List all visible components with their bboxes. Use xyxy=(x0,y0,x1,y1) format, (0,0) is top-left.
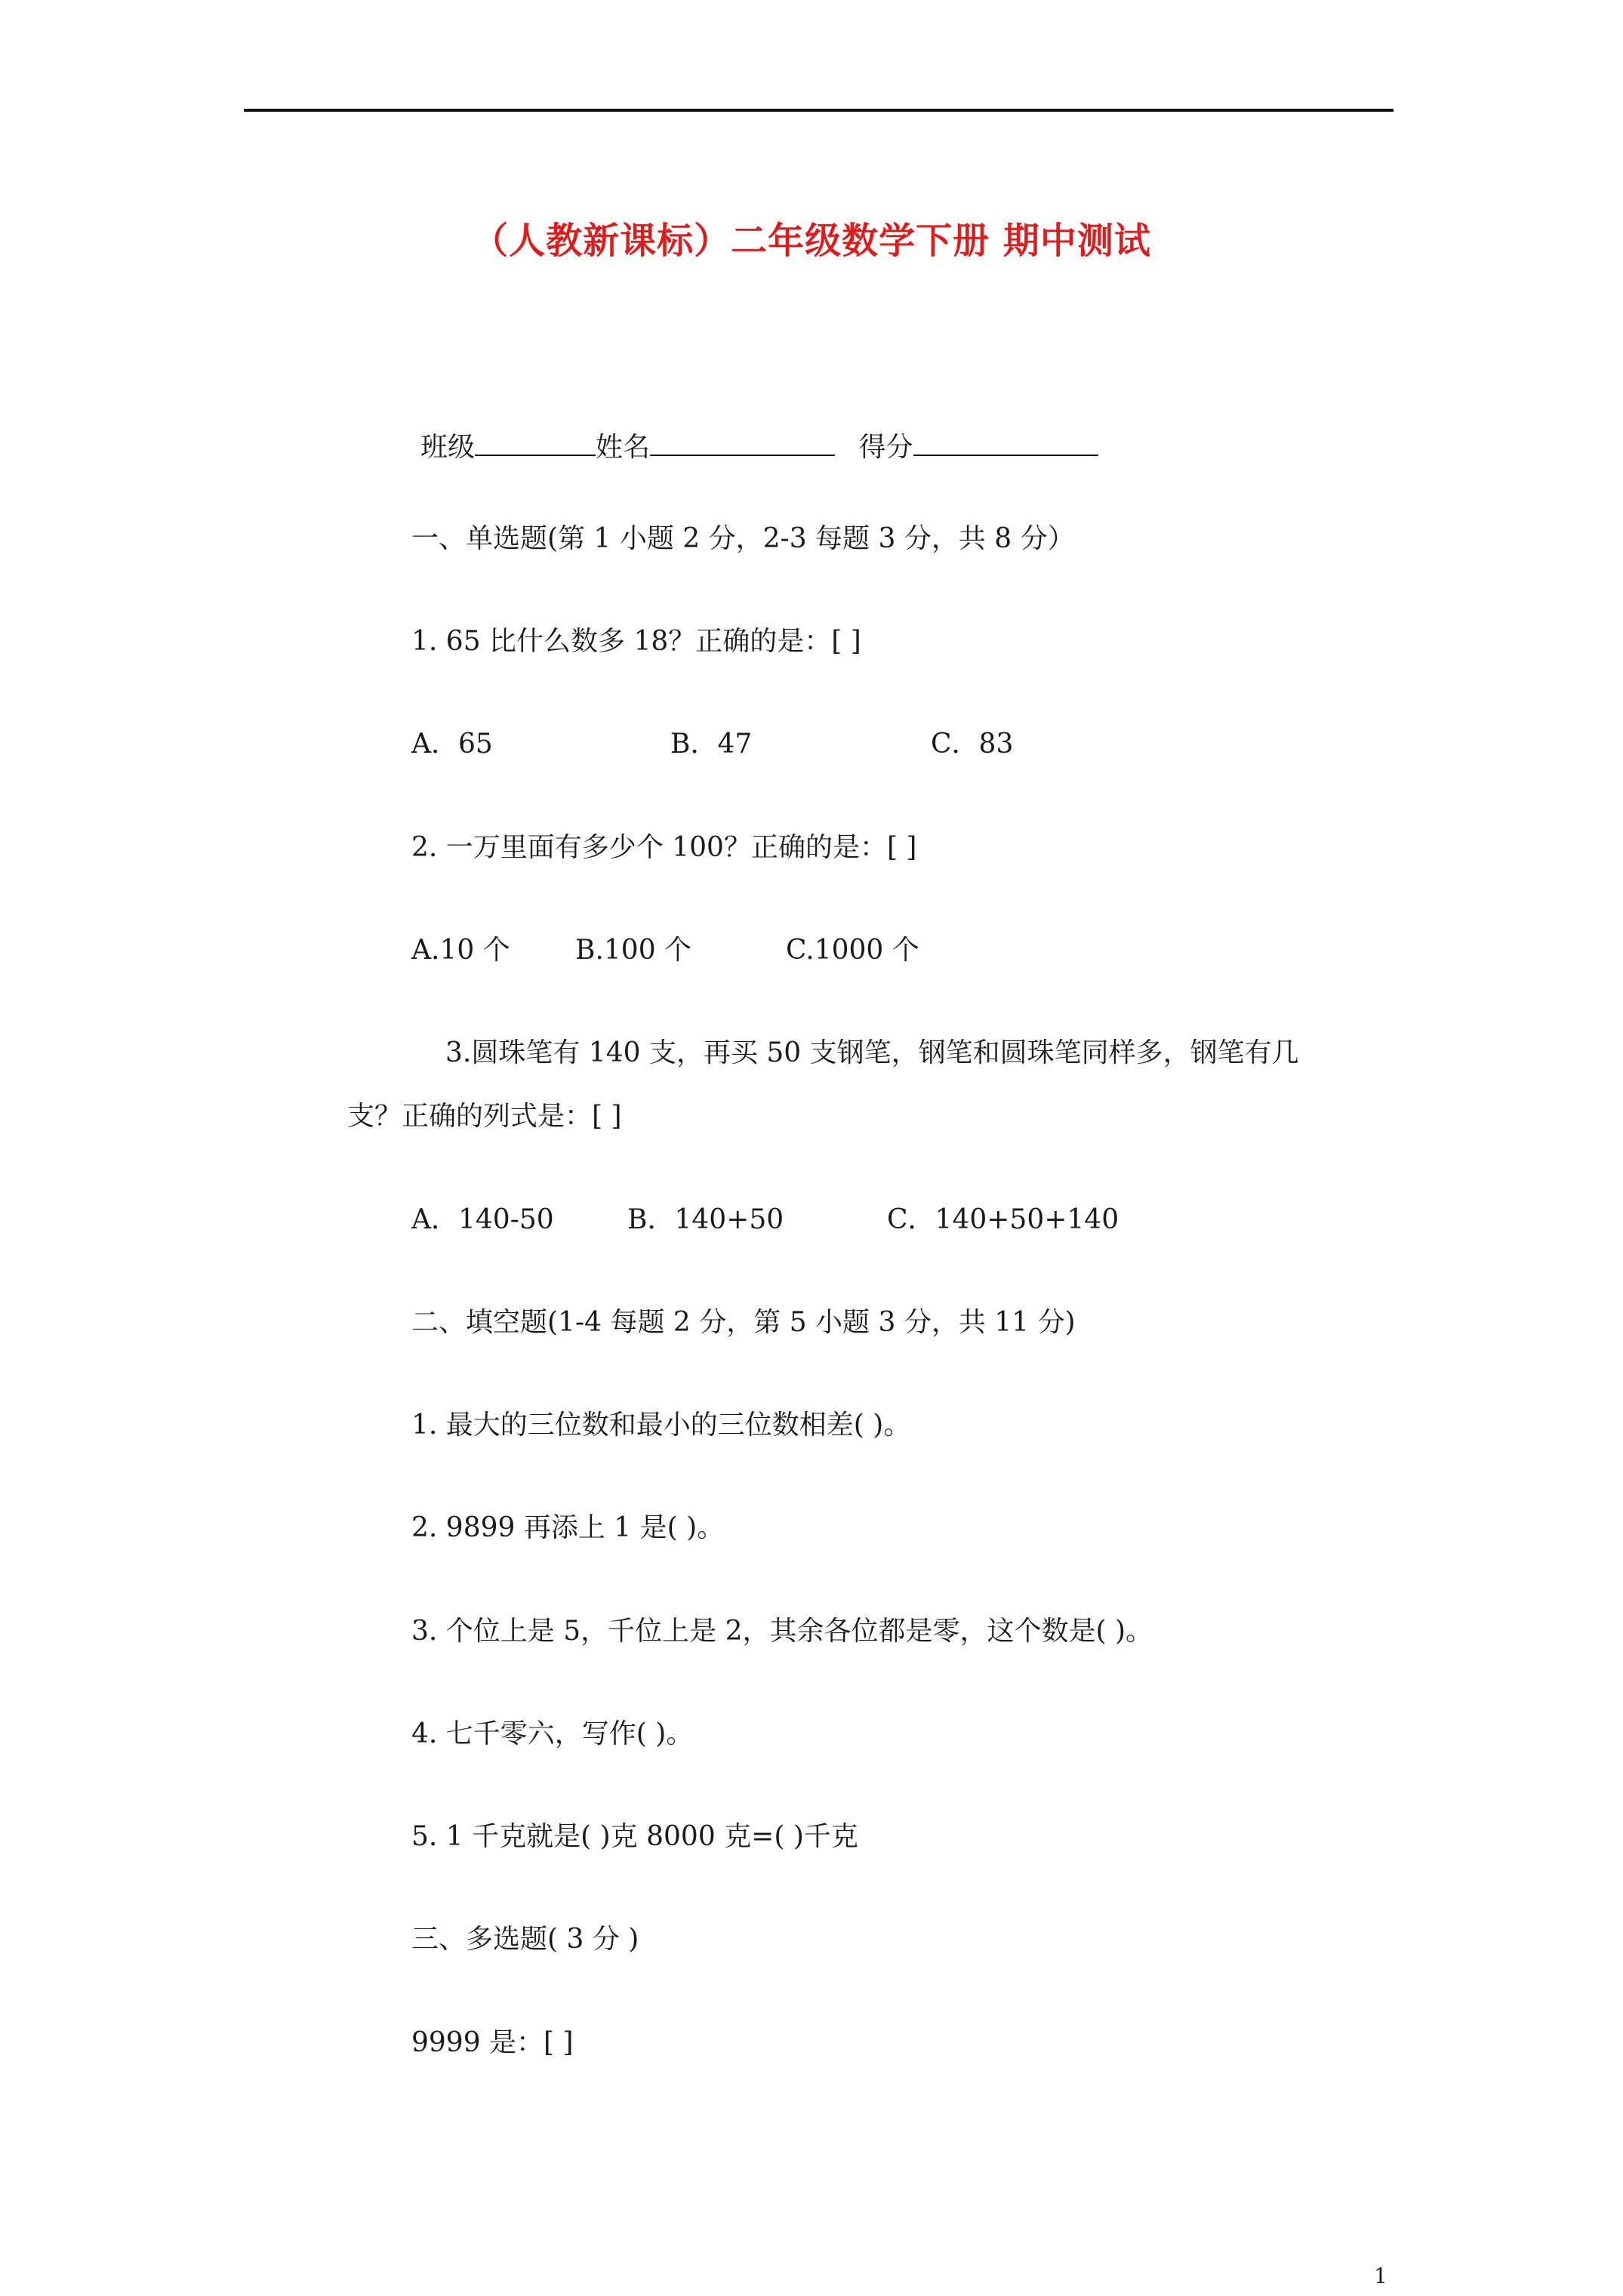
fill-item-2: 2. 9899 再添上 1 是( )。 xyxy=(411,1512,725,1543)
student-info-line xyxy=(420,427,1098,466)
header-rule xyxy=(244,109,1394,112)
question-1-1: 1. 65 比什么数多 18？正确的是：[ ] xyxy=(411,626,861,657)
question-1-2: 2. 一万里面有多少个 100？正确的是：[ ] xyxy=(411,832,917,863)
option-b: B．47 xyxy=(670,729,753,760)
fill-item-4: 4. 七千零六，写作( )。 xyxy=(411,1718,694,1749)
fill-item-5: 5. 1 千克就是( )克 8000 克=( )千克 xyxy=(411,1821,858,1852)
option-c: C．140+50+140 xyxy=(887,1204,1119,1235)
option-a: A.10 个 xyxy=(411,935,510,966)
option-b: B．140+50 xyxy=(627,1204,784,1235)
option-c: C.1000 个 xyxy=(786,935,919,966)
section1-heading: 一、单选题(第 1 小题 2 分，2-3 每题 3 分，共 8 分） xyxy=(411,523,1075,554)
question-1-3-line2: 支？正确的列式是：[ ] xyxy=(347,1101,622,1132)
fill-item-1: 1. 最大的三位数和最小的三位数相差( )。 xyxy=(411,1410,911,1441)
name-label: 姓名 xyxy=(596,432,651,463)
class-label: 班级 xyxy=(420,432,476,463)
option-c: C．83 xyxy=(931,729,1014,760)
fill-item-3: 3. 个位上是 5，千位上是 2，其余各位都是零，这个数是( )。 xyxy=(411,1616,1153,1647)
name-blank xyxy=(650,427,835,456)
option-a: A．65 xyxy=(411,729,493,760)
section2-heading: 二、填空题(1-4 每题 2 分，第 5 小题 3 分，共 11 分) xyxy=(411,1307,1076,1338)
score-blank xyxy=(913,427,1098,456)
question-1-3-line1: 3.圆珠笔有 140 支，再买 50 支钢笔，钢笔和圆珠笔同样多，钢笔有几 xyxy=(445,1037,1299,1068)
score-label: 得分 xyxy=(858,432,913,463)
section3-heading: 三、多选题( 3 分 ) xyxy=(411,1924,639,1955)
option-b: B.100 个 xyxy=(575,935,692,966)
option-a: A．140-50 xyxy=(411,1204,554,1235)
page-number: 1 xyxy=(1374,2264,1387,2288)
page-title: （人教新课标）二年级数学下册 期中测试 xyxy=(472,220,1151,262)
class-blank xyxy=(475,427,596,456)
multi-question-1: 9999 是：[ ] xyxy=(411,2027,574,2058)
